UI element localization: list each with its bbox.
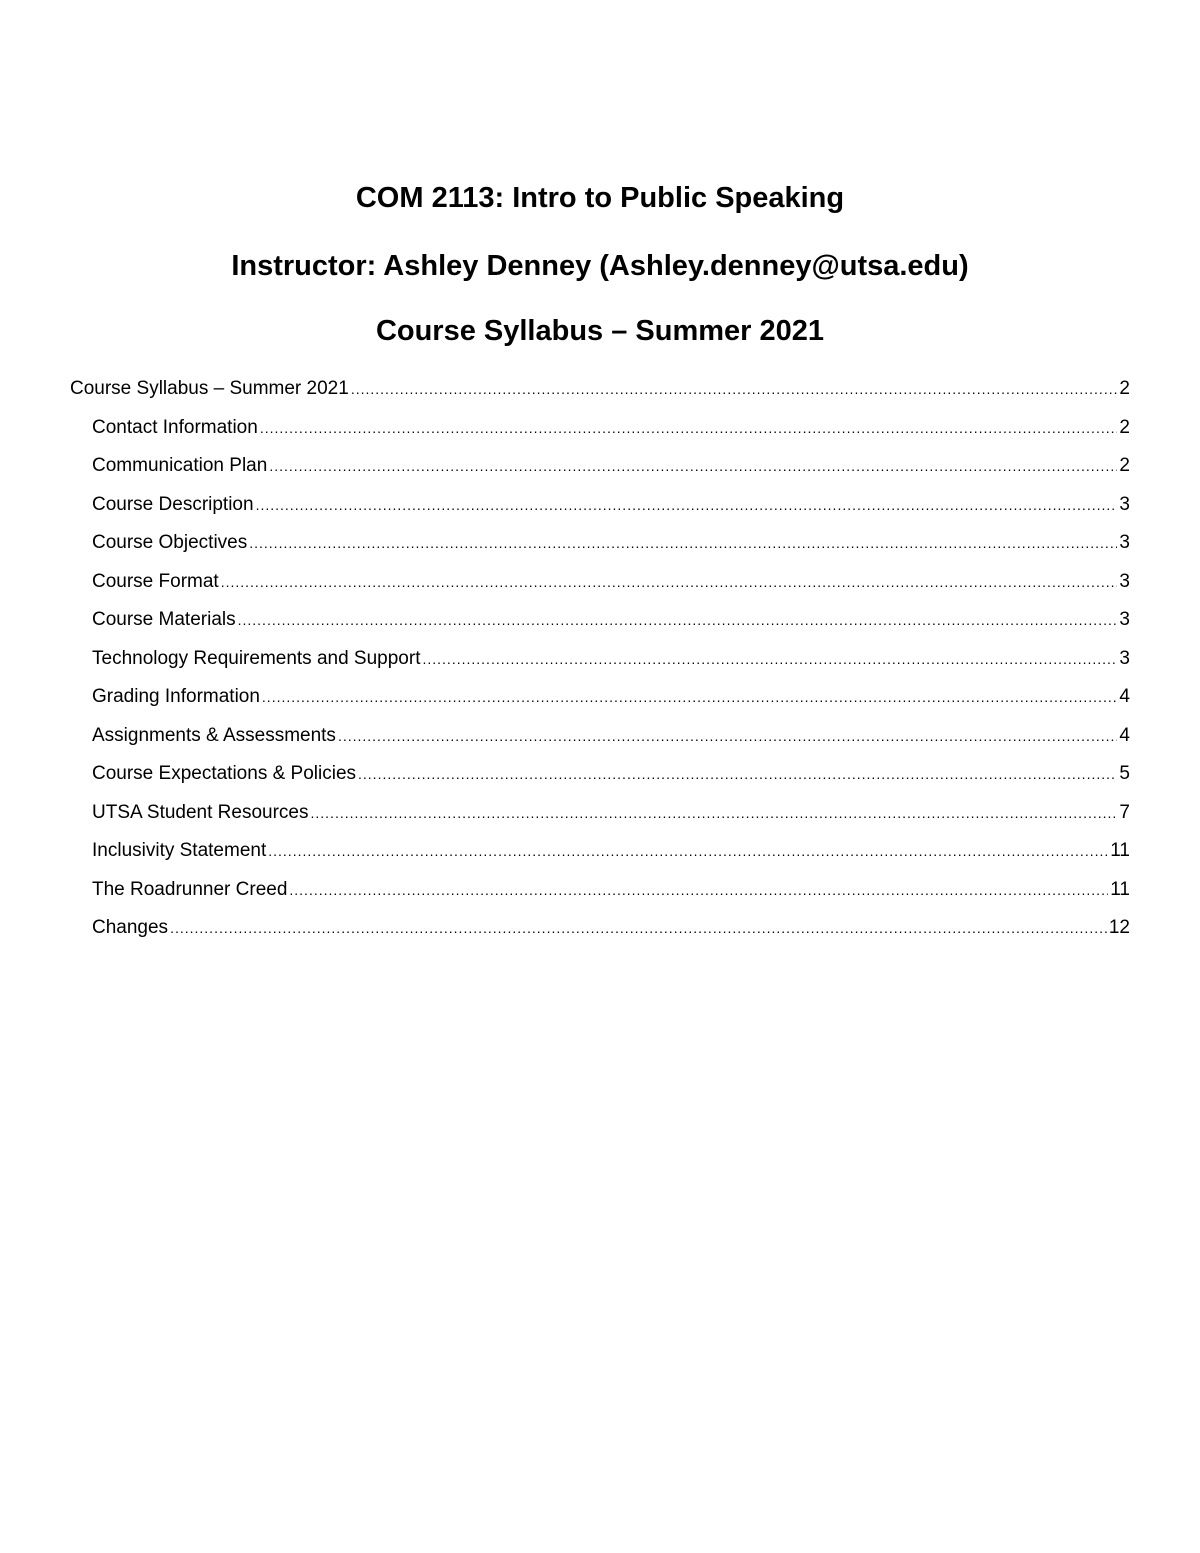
toc-entry-course-description[interactable] [70, 491, 1130, 530]
toc-entry-title: Course Materials [92, 609, 236, 630]
toc-entry-contact-information[interactable] [70, 414, 1130, 453]
toc-dot-leader [256, 491, 1118, 519]
toc-entry-page: 12 [1108, 917, 1130, 938]
toc-entry-roadrunner-creed[interactable] [70, 876, 1130, 915]
toc-entry-course-objectives[interactable] [70, 529, 1130, 568]
toc-entry-page: 11 [1110, 878, 1130, 900]
toc-entry-title: Course Format [92, 570, 219, 592]
syllabus-subtitle: Course Syllabus – Summer 2021 [375, 315, 825, 347]
toc-entry-technology-requirements[interactable] [70, 645, 1130, 684]
toc-entry-page: 7 [1119, 801, 1130, 823]
toc-entry-title: Course Syllabus – Summer 2021 [70, 378, 349, 399]
toc-dot-leader [269, 452, 1117, 480]
toc-entry-page: 2 [1119, 378, 1130, 399]
toc-dot-leader [170, 914, 1107, 942]
toc-entry-title: Technology Requirements and Support [92, 647, 421, 669]
toc-dot-leader [260, 414, 1118, 442]
toc-entry-title: Inclusivity Statement [92, 840, 267, 861]
toc-entry-title: Grading Information [92, 686, 260, 707]
toc-dot-leader [289, 876, 1108, 904]
toc-dot-leader [221, 568, 1118, 596]
course-title: COM 2113: Intro to Public Speaking [355, 182, 845, 214]
toc-entry-communication-plan[interactable] [70, 452, 1130, 491]
toc-dot-leader [358, 760, 1117, 788]
toc-dot-leader [311, 799, 1118, 827]
toc-entry-changes[interactable] [70, 914, 1130, 953]
toc-entry-title: Assignments & Assessments [92, 724, 336, 746]
toc-entry-page: 4 [1119, 724, 1130, 746]
toc-dot-leader [249, 529, 1117, 557]
toc-entry-course-expectations[interactable] [70, 760, 1130, 799]
toc-entry-page: 3 [1119, 647, 1130, 669]
toc-entry-title: Course Objectives [92, 532, 248, 553]
toc-dot-leader [268, 837, 1108, 865]
toc-entry-title: Contact Information [92, 416, 258, 438]
instructor-line: Instructor: Ashley Denney (Ashley.denney@utsa.edu) [231, 250, 969, 282]
toc-entry-title: Course Description [92, 493, 254, 515]
toc-entry-page: 2 [1119, 416, 1130, 438]
toc-entry-course-syllabus[interactable] [70, 375, 1130, 414]
toc-entry-course-format[interactable] [70, 568, 1130, 607]
toc-entry-page: 5 [1119, 763, 1130, 784]
toc-dot-leader [338, 722, 1117, 750]
toc-entry-title: The Roadrunner Creed [92, 878, 288, 900]
toc-entry-title: Course Expectations & Policies [92, 763, 357, 784]
table-of-contents [70, 375, 1130, 953]
toc-dot-leader [422, 645, 1117, 673]
toc-entry-title: Communication Plan [92, 455, 268, 476]
toc-entry-course-materials[interactable] [70, 606, 1130, 645]
toc-entry-page: 2 [1119, 455, 1130, 476]
toc-entry-assignments-assessments[interactable] [70, 722, 1130, 761]
toc-entry-page: 3 [1119, 609, 1130, 630]
toc-entry-grading-information[interactable] [70, 683, 1130, 722]
toc-entry-page: 4 [1119, 686, 1130, 707]
toc-dot-leader [262, 683, 1118, 711]
toc-dot-leader [238, 606, 1118, 634]
toc-dot-leader [351, 375, 1118, 403]
toc-entry-page: 3 [1119, 570, 1130, 592]
toc-entry-student-resources[interactable] [70, 799, 1130, 838]
toc-entry-page: 3 [1119, 493, 1130, 515]
toc-entry-title: UTSA Student Resources [92, 801, 309, 823]
toc-entry-page: 3 [1119, 532, 1130, 553]
toc-entry-title: Changes [92, 917, 169, 938]
toc-entry-page: 11 [1110, 840, 1130, 861]
toc-entry-inclusivity-statement[interactable] [70, 837, 1130, 876]
